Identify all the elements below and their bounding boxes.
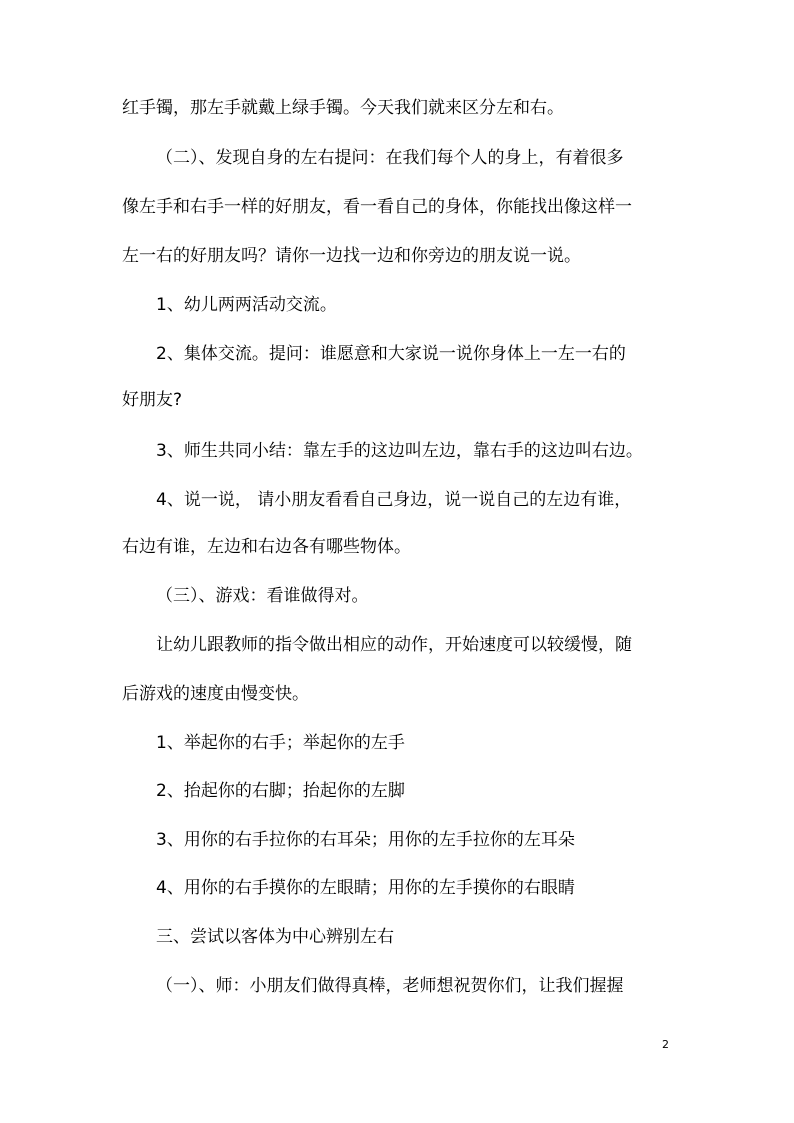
text-line-17: 4、用你的右手摸你的左眼睛；用你的左手摸你的右眼睛 xyxy=(156,878,575,898)
text-line-6: 2、集体交流。提问：谁愿意和大家说一说你身体上一左一右的 xyxy=(156,344,626,364)
text-line-7: 好朋友? xyxy=(122,390,183,410)
text-line-10: 右边有谁，左边和右边各有哪些物体。 xyxy=(122,537,411,557)
text-line-8: 3、师生共同小结：靠左手的这边叫左边，靠右手的这边叫右边。 xyxy=(156,441,643,461)
text-line-5: 1、幼儿两两活动交流。 xyxy=(156,295,337,315)
text-line-15: 2、抬起你的右脚；抬起你的左脚 xyxy=(156,781,405,801)
page-number: 2 xyxy=(662,1038,669,1051)
text-line-13: 后游戏的速度由慢变快。 xyxy=(122,684,309,704)
text-line-14: 1、举起你的右手；举起你的左手 xyxy=(156,733,405,753)
text-line-11: （三）、游戏：看谁做得对。 xyxy=(156,586,369,606)
text-line-9: 4、说一说， 请小朋友看看自己身边，说一说自己的左边有谁， xyxy=(156,490,632,510)
text-line-4: 左一右的好朋友吗？请你一边找一边和你旁边的朋友说一说。 xyxy=(122,246,581,266)
text-line-16: 3、用你的右手拉你的右耳朵；用你的左手拉你的左耳朵 xyxy=(156,830,575,850)
text-line-3: 像左手和右手一样的好朋友，看一看自己的身体，你能找出像这样一 xyxy=(122,197,632,217)
text-line-1: 红手镯，那左手就戴上绿手镯。今天我们就来区分左和右。 xyxy=(122,98,564,118)
text-line-2: （二）、发现自身的左右提问：在我们每个人的身上，有着很多 xyxy=(156,148,624,168)
text-line-12: 让幼儿跟教师的指令做出相应的动作，开始速度可以较缓慢，随 xyxy=(156,635,632,655)
text-line-19: （一）、师：小朋友们做得真棒，老师想祝贺你们，让我们握握 xyxy=(156,976,624,996)
text-line-18: 三、尝试以客体为中心辨别左右 xyxy=(156,927,394,947)
